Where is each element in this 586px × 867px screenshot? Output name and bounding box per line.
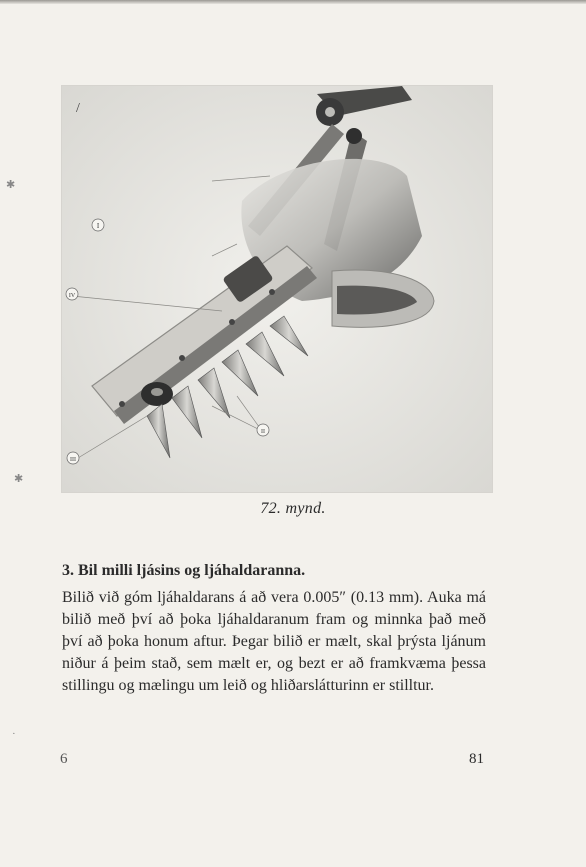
figure-corner-mark: /	[76, 101, 80, 116]
svg-text:II: II	[261, 429, 265, 435]
page-top-edge	[0, 0, 586, 4]
callout-badge-iv	[66, 288, 78, 300]
callout-badge-iii	[67, 452, 79, 464]
mower-cutter-bar-illustration	[62, 86, 492, 492]
margin-speck: ·	[12, 728, 16, 740]
signature-mark: 6	[60, 751, 68, 767]
svg-text:III: III	[70, 457, 76, 463]
svg-text:I: I	[96, 222, 100, 230]
section-heading: 3. Bil milli ljásins og ljáhaldaranna.	[62, 562, 306, 579]
body-paragraph: Bilið við góm ljáhaldarans á að vera 0.005″ (0.13 mm). Auka má bilið með því að þoka ljáhaldaranum fram og minnka það með því að þoka honum aftur. Þegar bilið er mælt, skal þrýsta ljánum niður á þeim stað, sem mælt er, og bezt er að framkvæma þessa stillingu og mælingu um leið og hliðarslátturinn er stilltur.	[62, 589, 486, 694]
svg-text:IV: IV	[68, 293, 76, 299]
figure-photo	[61, 85, 493, 493]
page-number: 81	[469, 751, 484, 767]
callout-badge-ii	[257, 424, 269, 436]
callout-badge-i	[92, 219, 104, 231]
margin-speck: ✱	[14, 473, 24, 485]
margin-speck: ✱	[6, 179, 16, 191]
figure-caption: 72. mynd.	[260, 500, 326, 517]
